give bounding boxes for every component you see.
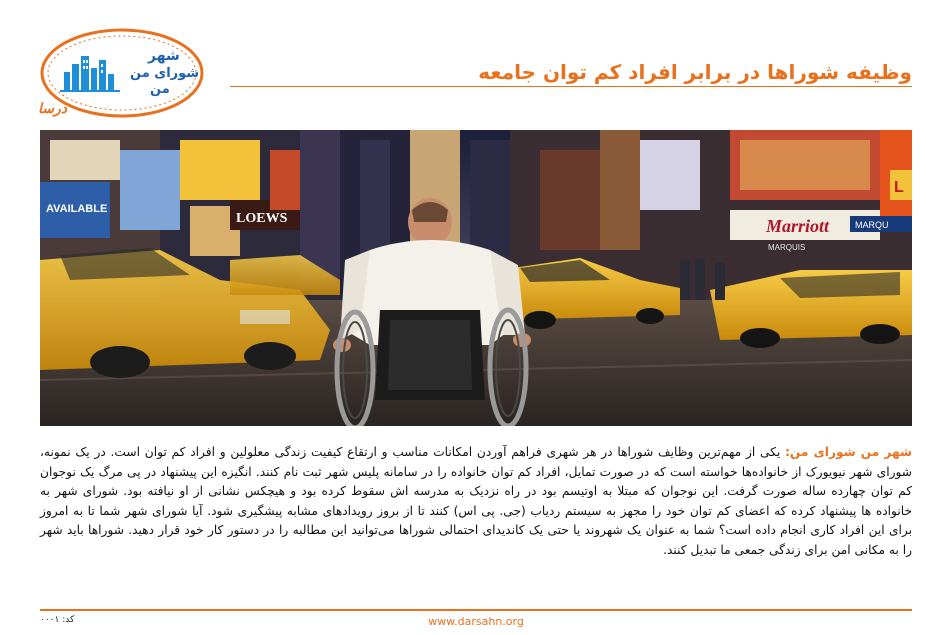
logo-text-line3: من: [150, 82, 170, 97]
times-square-wheelchair-illustration: [40, 130, 912, 426]
letter-sign: L: [894, 179, 904, 196]
marquis-top-sign: MARQU: [855, 220, 889, 230]
street-photo: [40, 130, 912, 426]
article-lead: شهر من شورای من:: [785, 445, 912, 459]
marquis-sign-text: MARQUIS: [768, 243, 806, 252]
pedestrians: [680, 258, 725, 300]
footer-code: کد: ۰۰۰۱: [40, 615, 75, 625]
footer-divider: [40, 609, 912, 611]
brand-signature: درسا: [38, 101, 67, 117]
article-body: [40, 443, 912, 560]
logo-text-line2: شورای من: [130, 66, 200, 81]
logo-text-line1: شهر: [148, 48, 180, 64]
loews-sign: LOEWS: [236, 211, 288, 226]
title-wrap: [230, 60, 912, 84]
article-text: یکی از مهم‌ترین وظایف شوراها در هر شهری فراهم آوردن امکانات مناسب و ارتقاع کیفیت زندگی معلولین و افراد کم توان است. در یک نمونه، شورای شهر نیویورک از خانواده‌ها خواسته است که در صورت تمایل، افراد کم توان خانواده را در سامانه پلیس شهر ثبت نام کنند. انگیزه این پیشنهاد در پی مرگ یک نوجوان کم توان چهارده ساله صورت گرفت. این نوجوان که مبتلا به اوتیسم بود در راه نزدیک به مدرسه اش سقوط کرده بود و هیچکس نشانی از او نیافته بود. شورای شهر به خانواده ها پیشنهاد کرده که اعضای کم توان خود را مجهز به سیستم ردیاب (جی. پی اس) کنند تا از بروز رویدادهای مشابه پیشگیری شود. آیا شورای شهر شما تا به امروز برای این افراد کاری انجام داده است؟ شما به عنوان یک شهروند یا حتی یک کاندیدای احتمالی شوراها می‌توانید این مطالبه را در دستور کار خود قرار دهید. شوراها باید شهر را به مکانی امن برای زندگی جمعی ما تبدیل کنند.: [40, 445, 912, 557]
marriott-sign-text: Marriott: [766, 216, 830, 236]
city-skyline-icon: [64, 56, 114, 90]
title-underline: [230, 86, 912, 87]
available-sign-text: AVAILABLE: [46, 203, 108, 215]
footer-website[interactable]: www.darsahn.org: [428, 615, 524, 628]
page-title: وظیفه شوراها در برابر افراد کم توان جامعه: [478, 60, 912, 84]
